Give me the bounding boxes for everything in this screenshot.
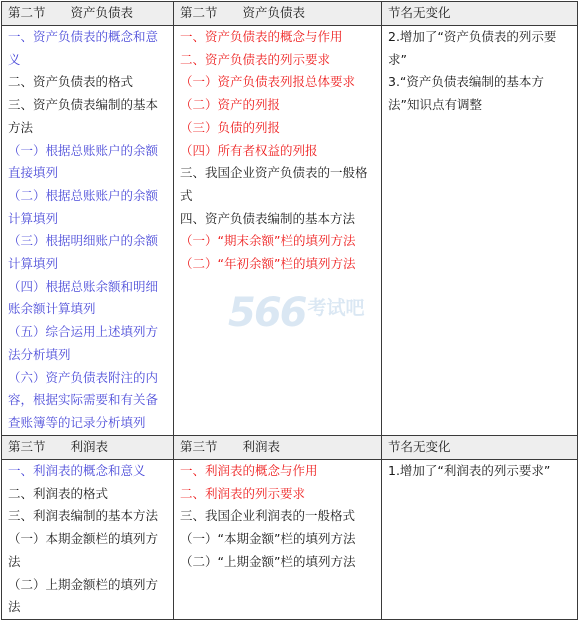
new-item: 二、资产负债表的列示要求 (180, 51, 331, 67)
watermark-number: 566 (228, 290, 306, 336)
change-item: 1.增加了“利润表的列示要求” (388, 463, 551, 478)
comparison-table (1, 1, 578, 620)
new-item: 四、资产负债表编制的基本方法 (180, 210, 356, 226)
watermark-text: 考试吧 (307, 297, 365, 319)
old-item: （二）上期金额栏的填列方法 (8, 576, 159, 615)
new-item: （二）资产的列报 (180, 97, 281, 113)
change-header: 节名无变化 (382, 436, 578, 460)
new-item: 三、我国企业利润表的一般格式 (180, 508, 356, 524)
change-item: 2.增加了“资产负债表的列示要求” (388, 29, 557, 67)
change-header: 节名无变化 (382, 2, 578, 26)
new-content-cell (174, 460, 382, 620)
new-section-header: 第三节 利润表 (174, 436, 382, 460)
new-section-header: 第二节 资产负债表 (174, 2, 382, 26)
new-item: 三、我国企业资产负债表的一般格式 (180, 165, 368, 203)
old-section-header: 第二节 资产负债表 (2, 2, 174, 26)
new-item: （一）资产负债表列报总体要求 (180, 74, 356, 90)
old-item: （一）根据总账账户的余额直接填列 (8, 142, 159, 181)
new-item: （三）负债的列报 (180, 119, 281, 135)
old-item: 二、资产负债表的格式 (8, 74, 134, 90)
new-item: 一、利润表的概念与作用 (180, 463, 318, 478)
new-item: 二、利润表的列示要求 (180, 485, 306, 501)
old-item: 一、资产负债表的概念和意义 (8, 29, 159, 67)
change-item: 3.“资产负债表编制的基本方法”知识点有调整 (388, 74, 544, 113)
old-item: 一、利润表的概念和意义 (8, 463, 146, 478)
old-item: （五）综合运用上述填列方法分析填列 (8, 324, 159, 362)
old-item: （一）本期金额栏的填列方法 (8, 531, 159, 569)
section-content-row (2, 460, 578, 620)
old-item: 三、资产负债表编制的基本方法 (8, 97, 159, 135)
section-content-row (2, 26, 578, 436)
change-content-cell (382, 460, 578, 620)
new-item: （一）“期末余额”栏的填列方法 (180, 233, 356, 249)
old-item: （四）根据总账余额和明细账余额计算填列 (8, 278, 159, 317)
new-item: （二）“年初余额”栏的填列方法 (180, 256, 356, 272)
old-content-cell (2, 460, 174, 620)
old-item: 二、利润表的格式 (8, 485, 109, 501)
old-item: 三、利润表编制的基本方法 (8, 508, 159, 524)
new-content-cell (174, 26, 382, 436)
old-content-cell (2, 26, 174, 436)
section-header-row (2, 2, 578, 26)
old-section-header: 第三节 利润表 (2, 436, 174, 460)
old-item: （二）根据总账账户的余额计算填列 (8, 187, 159, 226)
new-item: 一、资产负债表的概念与作用 (180, 29, 343, 44)
new-item: （二）“上期金额”栏的填列方法 (180, 553, 356, 569)
change-content-cell (382, 26, 578, 436)
old-item: （六）资产负债表附注的内容，根据实际需要和有关备查账簿等的记录分析填列 (8, 369, 159, 430)
new-item: （一）“本期金额”栏的填列方法 (180, 531, 356, 547)
new-item: （四）所有者权益的列报 (180, 142, 318, 158)
section-header-row (2, 436, 578, 460)
old-item: （三）根据明细账户的余额计算填列 (8, 233, 159, 272)
